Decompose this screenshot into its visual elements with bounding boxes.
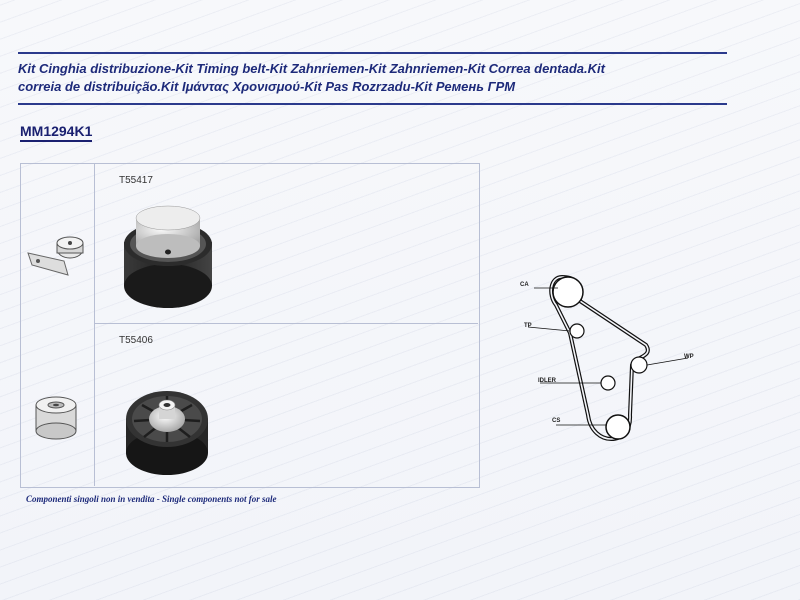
header-bottom-rule <box>18 103 727 105</box>
footer-note: Componenti singoli non in vendita - Single components not for sale <box>26 494 277 504</box>
label-ca: CA <box>520 282 529 288</box>
part-code-2: T55406 <box>119 335 153 346</box>
idler-pulley-icon <box>32 395 82 445</box>
label-idler: IDLER <box>538 378 556 384</box>
idler-pulley-image <box>122 383 212 479</box>
label-tp: TP <box>524 323 532 329</box>
kit-title-line-1: Kit Cinghia distribuzione-Kit Timing belt-Kit Zahnriemen-Kit Zahnriemen-Kit Correa dentada.Kit <box>18 61 605 76</box>
label-cs: CS <box>552 418 561 424</box>
label-wp: WP <box>684 354 694 360</box>
parts-box <box>20 163 480 488</box>
tensioner-pulley-image <box>118 212 218 312</box>
camshaft-pulley-icon <box>553 277 583 307</box>
kit-title <box>18 60 718 96</box>
parts-box-divider-vertical <box>94 163 95 486</box>
tensioner-arm-icon <box>24 235 88 281</box>
header-top-rule <box>18 52 727 54</box>
belt-routing-diagram <box>510 265 710 455</box>
kit-code: MM1294K1 <box>20 123 92 142</box>
tensioner-diagram-icon <box>570 324 584 338</box>
idler-diagram-icon <box>601 376 615 390</box>
kit-title-line-2: correia de distribuição.Kit Ιμάντας Χρονισμού-Kit Pas Rozrzadu-Kit Ремень ГРМ <box>18 79 516 94</box>
part-code-1: T55417 <box>119 175 153 186</box>
parts-box-divider-horizontal <box>94 323 478 324</box>
water-pump-pulley-icon <box>631 357 647 373</box>
crankshaft-pulley-icon <box>606 415 630 439</box>
